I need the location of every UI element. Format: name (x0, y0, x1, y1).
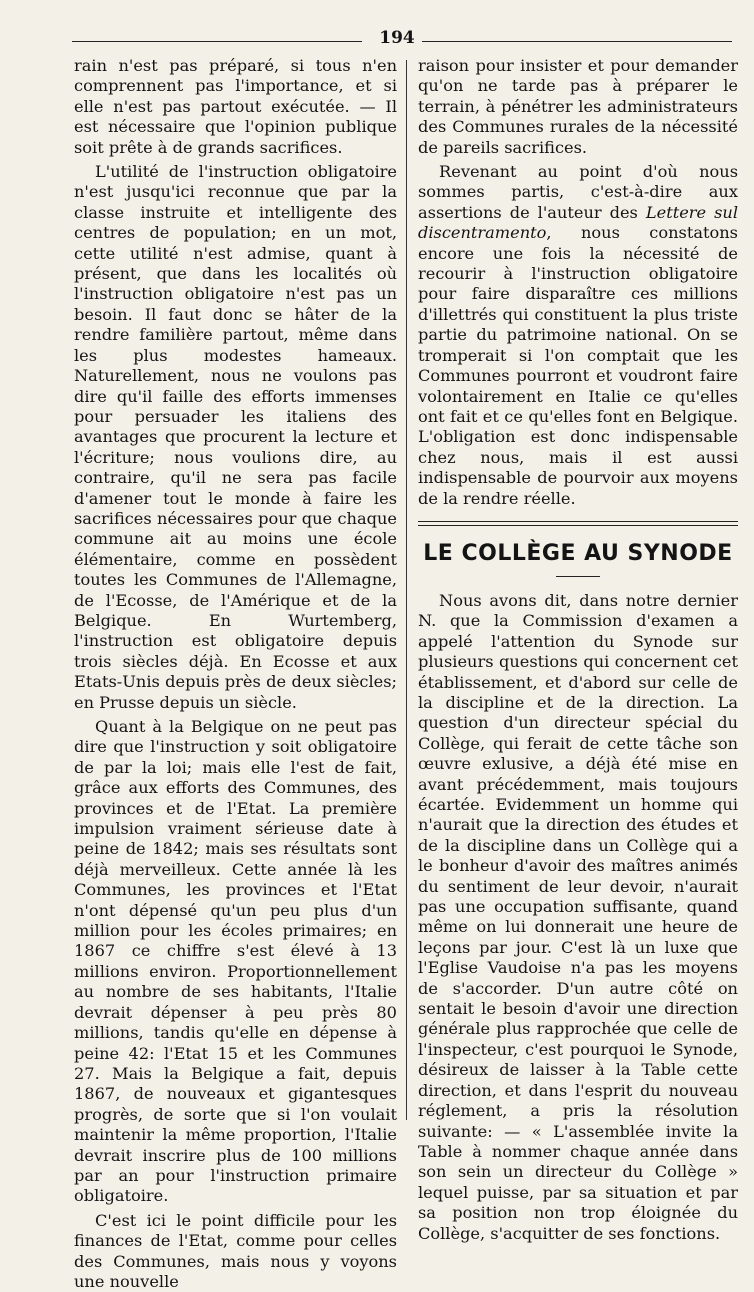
header-rule-right (422, 41, 732, 42)
text-span: Revenant au point d'où nous sommes partis, c'est-à-dire aux assertions de l'auteur des (418, 162, 738, 222)
section-title: LE COLLÈGE AU SYNODE (423, 540, 733, 566)
paragraph: L'utilité de l'instruction obligatoire n'est jusqu'ici reconnue que par la classe instruite et intelligente des centres de population; en un mot, cette utilité n'est admise, quant à présent, que dans les localités où l'instruction obligatoire n'est pas un besoin. Il faut donc se hâter de la rendre familière partout, même dans les plus modestes hameaux. Naturellement, nous ne voulons pas dire qu'il faille des efforts immenses pour persuader les italiens des avantages que procurent la lecture et l'écriture; nous voulions dire, au contraire, qu'il ne sera pas facile d'amener tout le monde à faire les sacrifices nécessaires pour que chaque commune ait au moins une école élémentaire, comme en possèdent toutes les Communes de l'Allemagne, de l'Ecosse, de l'Amérique et de la Belgique. En Wurtemberg, l'instruction est obligatoire depuis trois siècles déjà. En Ecosse et aux Etats-Unis depuis près de deux siècles; en Prusse depuis un siècle. (74, 162, 397, 712)
paragraph: rain n'est pas préparé, si tous n'en comprennent pas l'importance, et si elle n'est pas partout exécutée. — Il est nécessaire que l'opinion publique soit prête à de grands sacrifices. (74, 56, 397, 157)
title-underline (556, 576, 600, 577)
page-header (72, 28, 732, 54)
page-number: 194 (379, 28, 415, 48)
section-separator (418, 521, 738, 526)
book-title: Lettere sul discentramento (418, 202, 738, 243)
paragraph: Nous avons dit, dans notre dernier N. que la Commission d'examen a appelé l'attention du Synode sur plusieurs questions qui concernent cet établissement, et d'abord sur celle de la discipline et de la direction. La question d'un directeur spécial du Collège, qui ferait de cette tâche son œuvre exlusive, a déjà été mise en avant précédemment, mais toujours écartée. Evidemment un homme qui n'aurait que la direction des études et de la discipline dans un Collège qui a le bonheur d'avoir des maîtres animés du sentiment de leur devoir, n'aurait pas une occupation suffisante, quand même on lui donnerait une heure de leçons par jour. C'est là un luxe que l'Eglise Vaudoise n'a pas les moyens de s'accorder. D'un autre côté on sentait le besoin d'avoir une direction générale plus rapprochée que celle de l'inspecteur, c'est pourquoi le Synode, désireux de laisser à la Table cette direction, et dans l'esprit du nouveau réglement, a pris la résolution suivante: — « L'assemblée invite la Table à nommer chaque année dans son sein un directeur du Collège » lequel puisse, par sa situation et par sa position non trop éloignée du Collège, s'acquitter de ses fonctions. (418, 590, 738, 1243)
text-span: , nous constatons encore une fois la nécessité de recourir à l'instruction obligatoire pour faire disparaître ces millions d'illettrés qui constituent la plus triste partie du patrimoine national. On se tromperait si l'on comptait que les Communes pourront et voudront faire volontairement en Italie ce qu'elles ont fait et ce qu'elles font en Belgique. L'obligation est donc indispensable chez nous, mais il est aussi indispensable de pourvoir aux moyens de la rendre réelle. (418, 223, 738, 508)
paragraph: raison pour insister et pour demander qu'on ne tarde pas à préparer le terrain, à pénétrer les administrateurs des Communes rurales de la nécessité de pareils sacrifices. (418, 56, 738, 157)
left-column (74, 56, 397, 1292)
column-divider (406, 60, 407, 1120)
paragraph: C'est ici le point difficile pour les finances de l'Etat, comme pour celles des Communes, mais nous y voyons une nouvelle (74, 1210, 397, 1291)
paragraph: Quant à la Belgique on ne peut pas dire que l'instruction y soit obligatoire de par la loi; mais elle l'est de fait, grâce aux efforts des Communes, des provinces et de l'Etat. La première impulsion vraiment sérieuse date à peine de 1842; mais ses résultats sont déjà merveilleux. Cette année là les Communes, les provinces et l'Etat n'ont dépensé qu'un peu plus d'un million pour les écoles primaires; en 1867 ce chiffre s'est élevé à 13 millions environ. Proportionnellement au nombre de ses habitants, l'Italie devrait dépenser à peu près 80 millions, tandis qu'elle en dépense à peine 42: l'Etat 15 et les Communes 27. Mais la Belgique a fait, depuis 1867, de nouveaux et gigantesques progrès, de sorte que si l'on voulait maintenir la même proportion, l'Italie devrait inscrire plus de 100 millions par an pour l'instruction primaire obligatoire. (74, 717, 397, 1206)
right-column (418, 56, 738, 1244)
paragraph (418, 162, 738, 509)
header-rule-left (72, 41, 362, 42)
